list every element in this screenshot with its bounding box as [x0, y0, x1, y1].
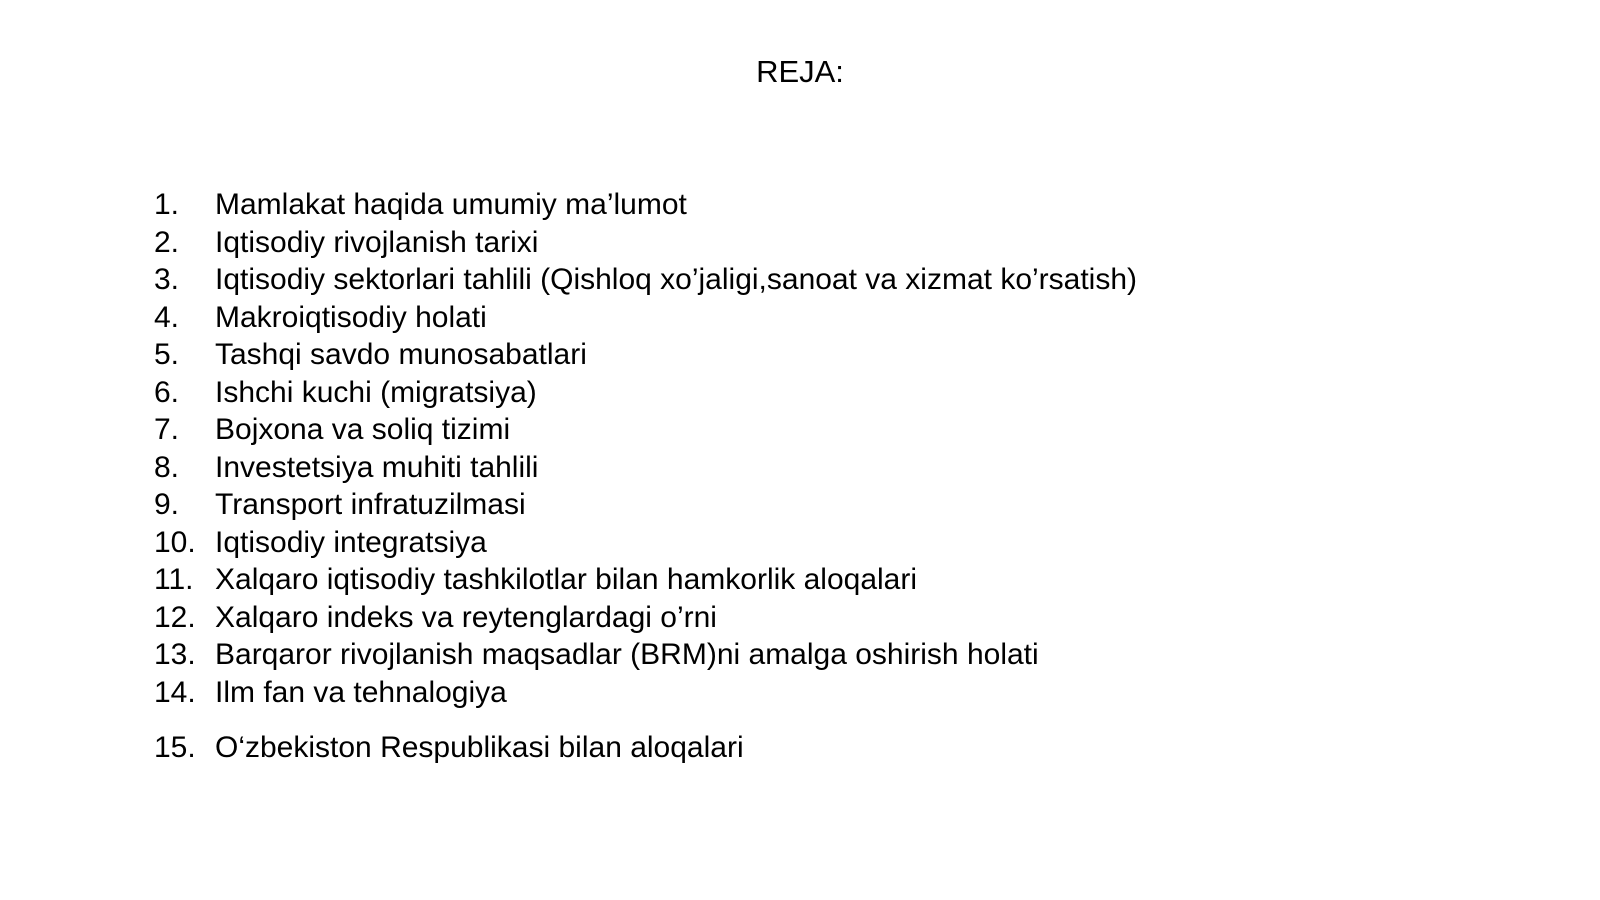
plan-item-number: 4.: [154, 300, 180, 334]
plan-list: [154, 186, 1137, 767]
plan-item-text: Xalqaro iqtisodiy tashkilotlar bilan hamkorlik aloqalari: [215, 563, 918, 596]
plan-item-number: 10.: [154, 525, 196, 559]
plan-item-number: 1.: [154, 188, 180, 221]
plan-item-number: 12.: [154, 600, 196, 634]
plan-item: [154, 449, 1137, 487]
plan-item-text: Transport infratuzilmasi: [215, 488, 526, 521]
plan-item-text: Bojxona va soliq tizimi: [215, 413, 511, 446]
plan-item-text: Iqtisodiy rivojlanish tarixi: [215, 225, 539, 259]
plan-item-text: Iqtisodiy sektorlari tahlili (Qishloq xo’jaligi,sanoat va xizmat ko’rsatish): [215, 263, 1138, 296]
plan-item: [154, 561, 1137, 599]
plan-item-text: Ishchi kuchi (migratsiya): [215, 375, 537, 409]
plan-item: [154, 186, 1137, 224]
plan-item: [154, 729, 1137, 767]
plan-item-number: 5.: [154, 338, 180, 371]
plan-item-number: 14.: [154, 675, 196, 709]
plan-item: [154, 674, 1137, 712]
plan-item: [154, 374, 1137, 412]
plan-item-number: 13.: [154, 638, 196, 671]
plan-item: [154, 224, 1137, 262]
plan-item: [154, 336, 1137, 374]
plan-item: [154, 486, 1137, 524]
plan-item: [154, 261, 1137, 299]
plan-item-text: O‘zbekiston Respublikasi bilan aloqalari: [215, 731, 744, 764]
plan-item-number: 11.: [154, 563, 194, 596]
plan-item-text: Barqaror rivojlanish maqsadlar (BRM)ni amalga oshirish holati: [215, 638, 1039, 671]
plan-item: [154, 524, 1137, 562]
slide-title: REJA:: [756, 54, 844, 89]
plan-item-text: Investetsiya muhiti tahlili: [215, 450, 539, 484]
plan-item-text: Makroiqtisodiy holati: [215, 300, 487, 334]
plan-item-number: 3.: [154, 263, 180, 296]
plan-item-number: 2.: [154, 225, 180, 259]
plan-item-number: 8.: [154, 450, 180, 484]
plan-item-text: Mamlakat haqida umumiy ma’lumot: [215, 188, 687, 221]
plan-item-text: Iqtisodiy integratsiya: [215, 525, 487, 559]
plan-item: [154, 411, 1137, 449]
plan-item-number: 15.: [154, 731, 196, 764]
plan-item-text: Tashqi savdo munosabatlari: [215, 338, 587, 371]
plan-item-text: Xalqaro indeks va reytenglardagi o’rni: [215, 600, 717, 634]
plan-item-number: 9.: [154, 488, 180, 521]
plan-item: [154, 636, 1137, 674]
plan-item-number: 7.: [154, 413, 180, 446]
plan-item-number: 6.: [154, 375, 180, 409]
plan-item: [154, 599, 1137, 637]
plan-item: [154, 299, 1137, 337]
plan-item-text: Ilm fan va tehnalogiya: [215, 675, 507, 709]
